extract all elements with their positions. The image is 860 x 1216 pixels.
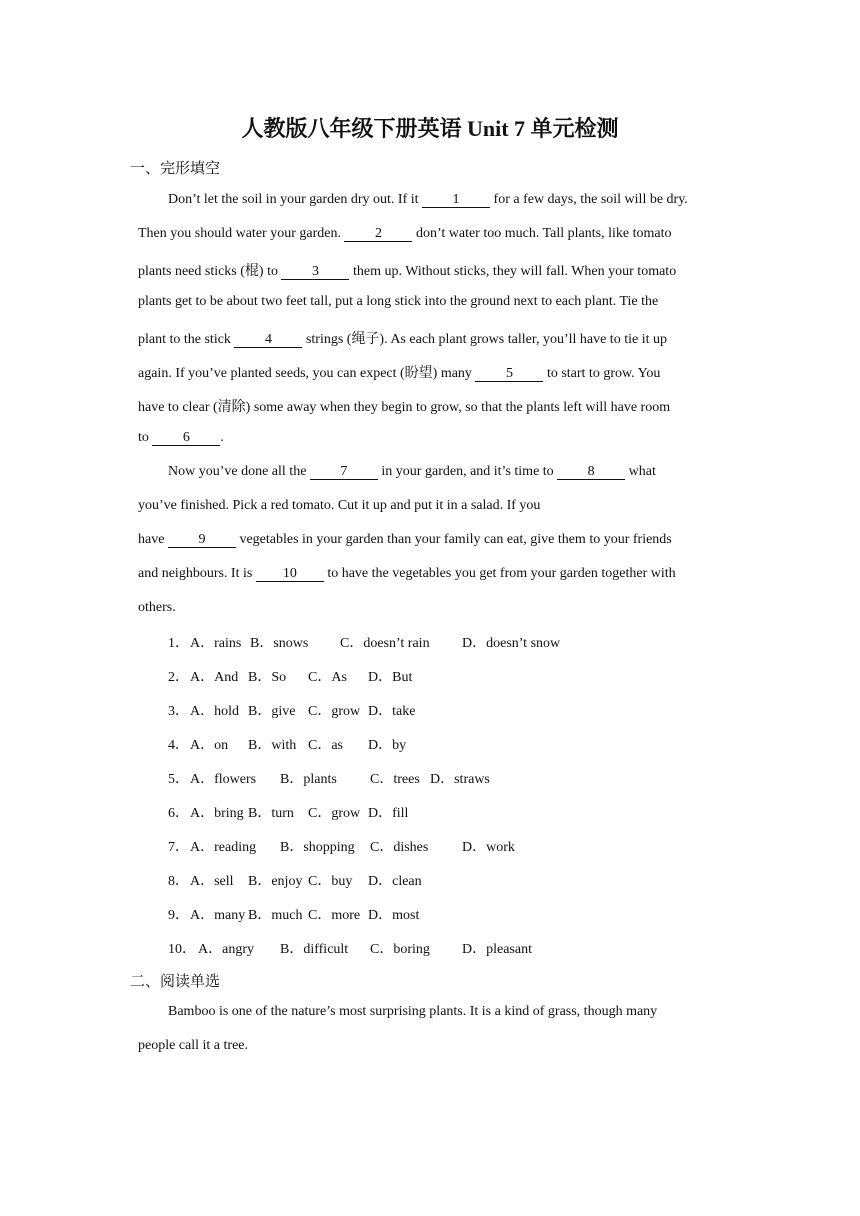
passage-line: you’ve finished. Pick a red tomato. Cut it up and put it in a salad. If you [138,498,541,513]
blank-5: 5 [475,367,543,382]
section-heading-cloze: 一、完形填空 [130,161,221,177]
passage-line: to 6 . [138,430,224,445]
option-a: A．hold [190,704,239,719]
passage-line: plants need sticks (棍) to 3 them up. Without sticks, they will fall. When your tomato [138,264,677,279]
question-number: 8． [168,874,189,889]
blank-4: 4 [234,333,302,348]
option-d: D．by [368,738,407,753]
option-d: D．doesn’t snow [462,636,561,651]
question-number: 1． [168,636,189,651]
option-b: B．snows [250,636,309,651]
option-d: D．But [368,670,413,685]
blank-2: 2 [344,227,412,242]
passage-line: people call it a tree. [138,1038,248,1053]
option-d: D．fill [368,806,409,821]
question-number: 9． [168,908,189,923]
option-c: C．more [308,908,361,923]
passage-line: Then you should water your garden. 2 don’t water too much. Tall plants, like tomato [138,226,672,241]
passage-line: again. If you’ve planted seeds, you can expect (盼望) many 5 to start to grow. You [138,366,661,381]
question-number: 5． [168,772,189,787]
passage-line: plant to the stick 4 strings (绳子). As each plant grows taller, you’ll have to tie it up [138,332,667,347]
question-number: 4． [168,738,189,753]
option-a: A．flowers [190,772,257,787]
option-c: C．As [308,670,347,685]
option-a: A．many [190,908,246,923]
passage-line: Now you’ve done all the 7 in your garden, and it’s time to 8 what [168,464,656,479]
question-number: 7． [168,840,189,855]
question-number: 3． [168,704,189,719]
option-a: A．reading [190,840,257,855]
blank-8: 8 [557,465,625,480]
option-b: B．difficult [280,942,349,957]
passage-line: Don’t let the soil in your garden dry out. If it 1 for a few days, the soil will be dry. [168,192,688,207]
passage-line: have to clear (清除) some away when they begin to grow, so that the plants left will have room [138,400,671,415]
option-c: C．buy [308,874,353,889]
option-c: C．as [308,738,343,753]
option-c: C．grow [308,704,361,719]
option-b: B．So [248,670,287,685]
option-b: B．turn [248,806,294,821]
blank-7: 7 [310,465,378,480]
blank-3: 3 [281,265,349,280]
option-c: C．trees [370,772,420,787]
option-d: D．clean [368,874,422,889]
blank-10: 10 [256,567,324,582]
option-c: C．boring [370,942,430,957]
question-number: 2． [168,670,189,685]
option-b: B．plants [280,772,337,787]
blank-9: 9 [168,533,236,548]
passage-line: plants get to be about two feet tall, put a long stick into the ground next to each plant. Tie the [138,294,659,309]
option-a: A．bring [190,806,244,821]
option-b: B．shopping [280,840,355,855]
option-c: C．doesn’t rain [340,636,430,651]
option-a: A．And [190,670,239,685]
option-d: D．most [368,908,420,923]
section-heading-reading: 二、阅读单选 [130,974,221,990]
blank-1: 1 [422,193,490,208]
option-a: A．sell [190,874,234,889]
option-a: A．angry [198,942,254,957]
passage-line: have 9 vegetables in your garden than your family can eat, give them to your friends [138,532,672,547]
option-c: C．dishes [370,840,429,855]
question-number: 6． [168,806,189,821]
option-b: B．give [248,704,296,719]
option-c: C．grow [308,806,361,821]
option-a: A．on [190,738,229,753]
option-d: D．work [462,840,515,855]
option-d: D．take [368,704,416,719]
passage-line: others. [138,600,176,615]
option-b: B．much [248,908,303,923]
passage-line: and neighbours. It is 10 to have the vegetables you get from your garden together with [138,566,676,581]
document-title: 人教版八年级下册英语 Unit 7 单元检测 [241,116,619,141]
passage-line: Bamboo is one of the nature’s most surprising plants. It is a kind of grass, though many [168,1004,658,1019]
question-number: 10． [168,942,196,957]
blank-6: 6 [152,431,220,446]
option-b: B．with [248,738,297,753]
option-d: D．straws [430,772,490,787]
option-d: D．pleasant [462,942,532,957]
option-b: B．enjoy [248,874,303,889]
option-a: A．rains [190,636,242,651]
